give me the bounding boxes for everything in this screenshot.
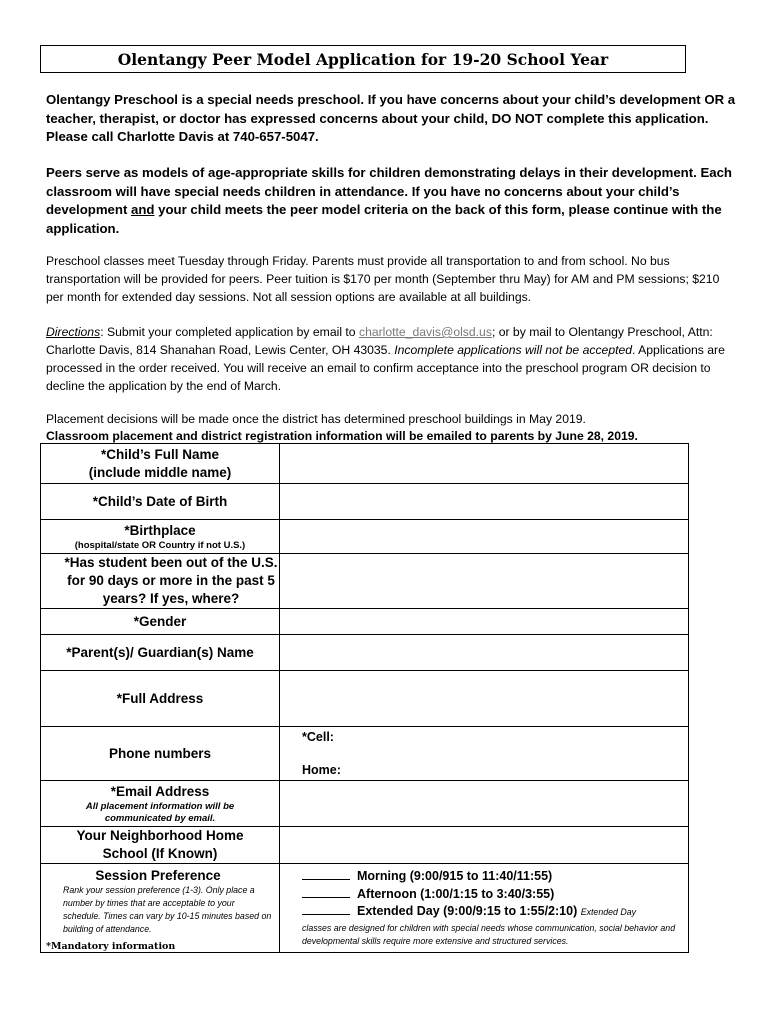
phone-label: Phone numbers: [41, 727, 280, 781]
email-field[interactable]: [280, 781, 689, 827]
out-of-us-label: *Has student been out of the U.S. for 90 days or more in the past 5 years? If yes, where?: [41, 554, 280, 609]
home-school-label: Your Neighborhood Home School (If Known): [41, 827, 280, 864]
application-form-table: [40, 443, 689, 953]
cell-label: *Cell:: [302, 730, 334, 744]
session-option-morning: Morning (9:00/915 to 11:40/11:55): [302, 868, 682, 886]
home-label: Home:: [302, 763, 341, 777]
dob-label: *Child’s Date of Birth: [41, 484, 280, 520]
mandatory-footnote: *Mandatory information: [46, 941, 176, 952]
intro-paragraph-peers: Peers serve as models of age-appropriate skills for children demonstrating delays in their development. Each classroom will have special needs children in attendance. If you have no concerns about your child’s development and your child meets the peer model criteria on the back of this form, please continue with the application.: [46, 165, 732, 236]
session-note: Rank your session preference (1-3). Only place a number by times that are acceptable to your schedule. Times can vary by 10-15 minutes based on building of attendance.: [63, 885, 272, 934]
address-field[interactable]: [280, 671, 689, 727]
and-underlined: and: [131, 202, 155, 217]
email-sublabel: All placement information will be communicated by email.: [85, 800, 235, 824]
phone-field[interactable]: [280, 727, 689, 781]
full-name-field[interactable]: [280, 444, 689, 484]
address-label: *Full Address: [41, 671, 280, 727]
session-option-extended: Extended Day (9:00/9:15 to 1:55/2:10) Extended Day: [302, 903, 682, 922]
morning-rank-blank[interactable]: [302, 868, 350, 880]
birthplace-label: *Birthplace (hospital/state OR Country if not U.S.): [41, 520, 280, 554]
email-link[interactable]: charlotte_davis@olsd.us: [358, 325, 492, 339]
intro-paragraph-special-needs: Olentangy Preschool is a special needs preschool. If you have concerns about your child’s development OR a teacher, therapist, or doctor has expressed concerns about your child, DO NOT complete this application. Please call Charlotte Davis at 740-657-5047.: [46, 92, 736, 144]
afternoon-rank-blank[interactable]: [302, 886, 350, 898]
extended-day-note: classes are designed for children with special needs whose communication, social behavior and developmental skills require more extensive and structured services.: [302, 922, 676, 946]
home-school-field[interactable]: [280, 827, 689, 864]
birthplace-sublabel: (hospital/state OR Country if not U.S.): [74, 539, 246, 551]
page-title: Olentangy Peer Model Application for 19-20 School Year: [40, 45, 686, 73]
gender-field[interactable]: [280, 609, 689, 635]
session-option-afternoon: Afternoon (1:00/1:15 to 3:40/3:55): [302, 886, 682, 904]
session-preference-label: Session Preference Rank your session preference (1-3). Only place a number by times that are acceptable to your schedule. Times can vary by 10-15 minutes based on building of attendance.: [41, 864, 280, 953]
placement-note: Placement decisions will be made once the district has determined preschool buildings in May 2019.: [46, 412, 586, 426]
directions-label: Directions: [46, 325, 101, 339]
session-options: [280, 864, 689, 953]
dob-field[interactable]: [280, 484, 689, 520]
full-name-label: *Child’s Full Name (include middle name): [41, 444, 280, 484]
gender-label: *Gender: [41, 609, 280, 635]
intro-paragraph-classes: Preschool classes meet Tuesday through Friday. Parents must provide all transportation to and from school. No bus transportation will be provided for peers. Peer tuition is $170 per month (September thru May) for AM and PM sessions; $210 per month for extended day sessions. Not all session options are available at all buildings.: [46, 254, 720, 304]
birthplace-field[interactable]: [280, 520, 689, 554]
extended-rank-blank[interactable]: [302, 903, 350, 915]
email-label: *Email Address All placement information will be communicated by email.: [41, 781, 280, 827]
out-of-us-field[interactable]: [280, 554, 689, 609]
parent-label: *Parent(s)/ Guardian(s) Name: [41, 635, 280, 671]
placement-note-emailed: Classroom placement and district registration information will be emailed to parents by June 28, 2019.: [46, 429, 638, 443]
parent-field[interactable]: [280, 635, 689, 671]
directions-paragraph: Directions: Submit your completed application by email to charlotte_davis@olsd.us; or by mail to Olentangy Preschool, Attn: Charlotte Davis, 814 Shanahan Road, Lewis Center, OH 43035. Incomplete applications will not be accepted. Applications are processed in the order received. You will receive an email to confirm acceptance into the preschool program OR decision to decline the application by the end of March.: [46, 325, 725, 393]
